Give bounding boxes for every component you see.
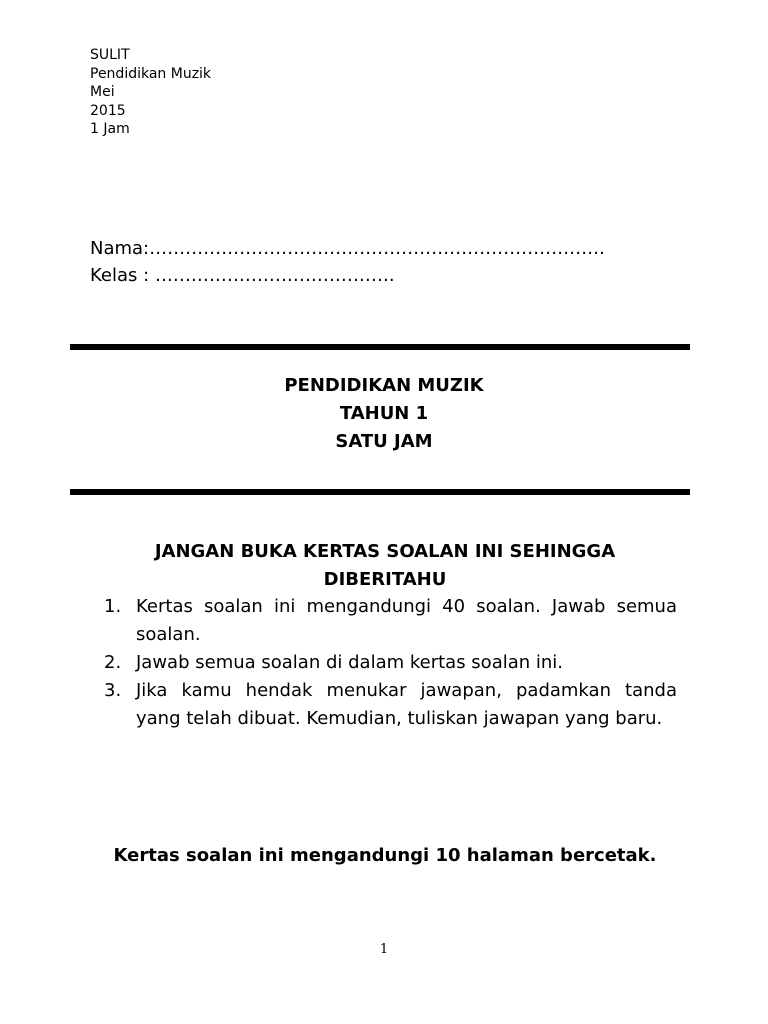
instruction-text: Kertas soalan ini mengandungi 40 soalan. Jawab semua soalan.	[136, 596, 677, 645]
exam-duration: SATU JAM	[335, 431, 433, 452]
instruction-item	[104, 677, 677, 733]
instruction-item	[104, 593, 677, 649]
bottom-divider	[70, 489, 690, 495]
page-number: 1	[379, 942, 389, 957]
instruction-number: 2.	[104, 652, 122, 673]
student-fields	[90, 235, 605, 289]
instruction-item	[104, 649, 677, 677]
top-divider	[70, 344, 690, 350]
instruction-number: 3.	[104, 680, 122, 701]
page-count-note: Kertas soalan ini mengandungi 10 halaman bercetak.	[113, 845, 657, 866]
year-label: 2015	[90, 102, 126, 119]
instructions-list	[104, 593, 677, 733]
instruction-text: Jika kamu hendak menukar jawapan, padamkan tanda yang telah dibuat. Kemudian, tuliskan jawapan yang baru.	[136, 680, 677, 729]
exam-year-level: TAHUN 1	[339, 403, 429, 424]
document-header	[90, 46, 211, 139]
classification-label: SULIT	[90, 47, 130, 63]
name-field: Nama:………………………………………………………………….	[90, 238, 605, 259]
instruction-text: Jawab semua soalan di dalam kertas soalan ini.	[136, 652, 564, 673]
exam-title-block	[70, 372, 698, 456]
month-label: Mei	[90, 84, 115, 100]
exam-subject-title: PENDIDIKAN MUZIK	[284, 375, 484, 396]
instruction-number: 1.	[104, 596, 122, 617]
class-field: Kelas : ………………………………….	[90, 265, 395, 286]
subject-label: Pendidikan Muzik	[90, 65, 212, 82]
warning-notice: JANGAN BUKA KERTAS SOALAN INI SEHINGGA DIBERITAHU	[154, 541, 616, 590]
duration-label: 1 Jam	[90, 121, 130, 137]
